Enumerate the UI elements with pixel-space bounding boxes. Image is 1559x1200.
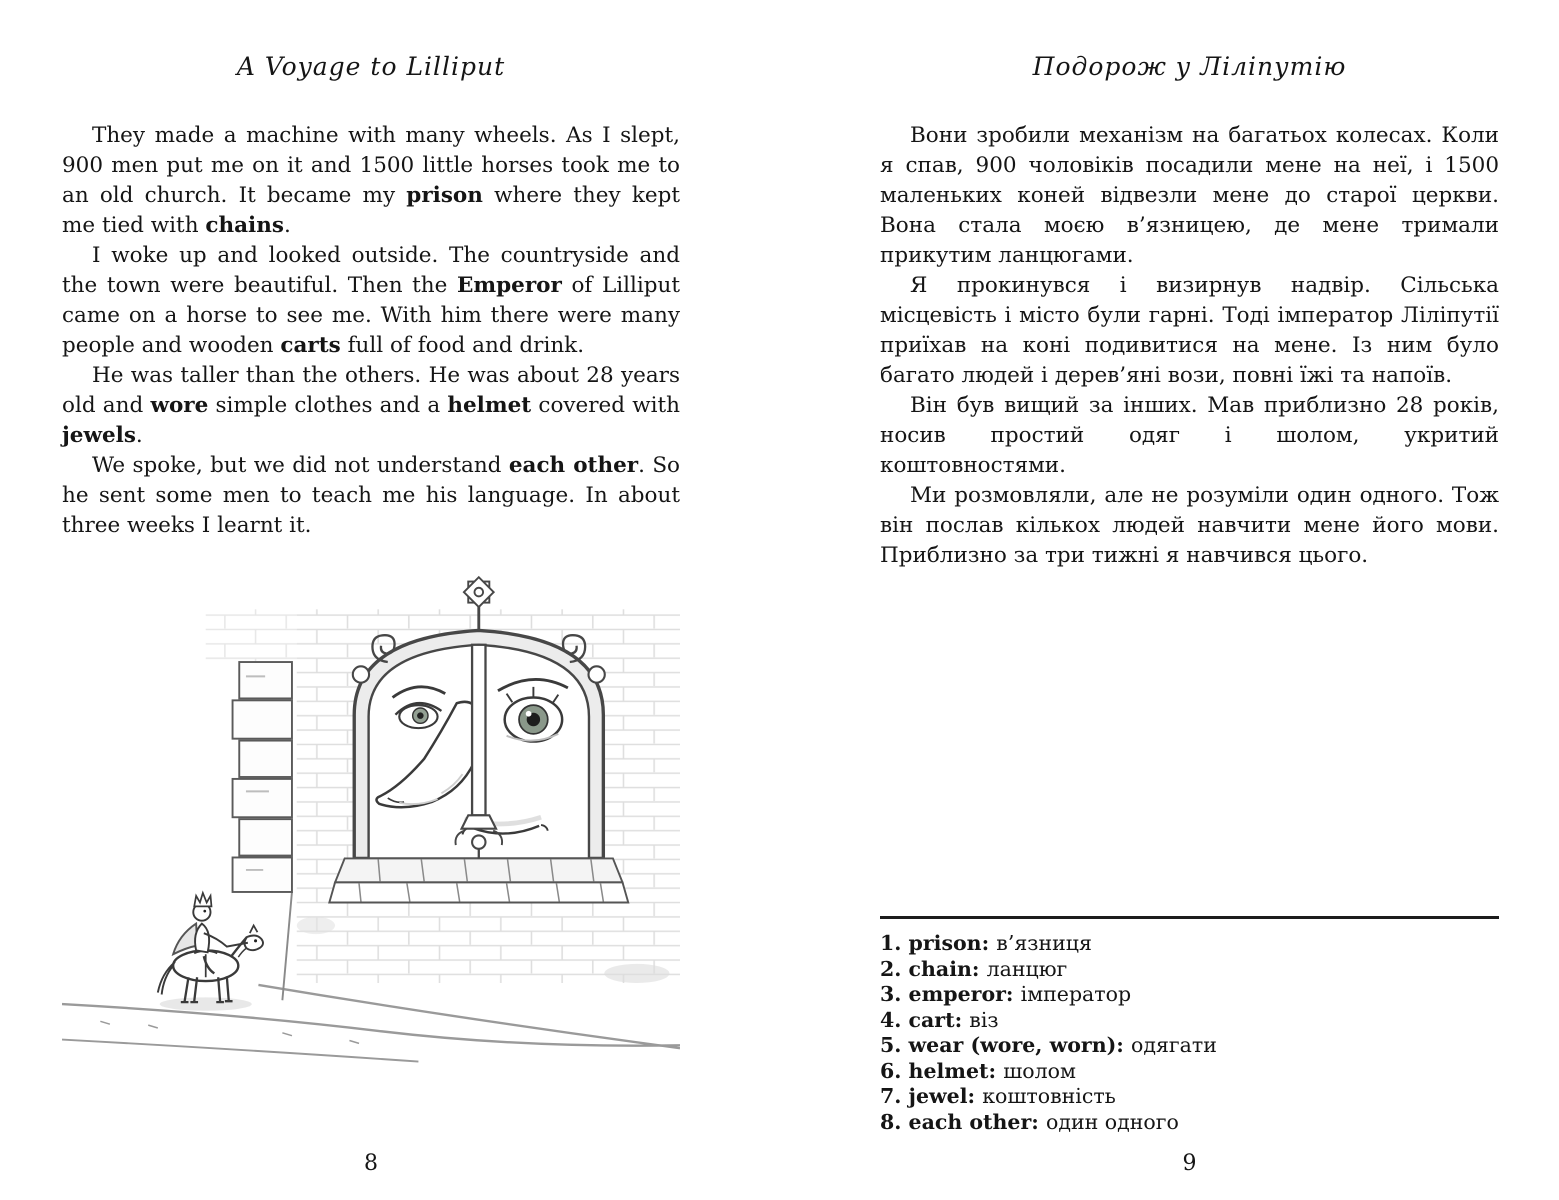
right-ball-ornament <box>588 666 604 682</box>
stone-pillar <box>233 662 292 892</box>
ukrainian-text <box>880 121 1499 571</box>
left-page-header: A Voyage to Lilliput <box>236 52 506 81</box>
paragraph: He was taller than the others. He was about 28 years old and wore simple clothes and a helmet covered with jewels. <box>62 363 681 448</box>
vocab-item: 3. emperor: імператор <box>880 982 1132 1006</box>
vocab-item: 7. jewel: коштовність <box>880 1084 1116 1108</box>
right-page-number: 9 <box>1182 1151 1197 1176</box>
vocab-item: 1. prison: в’язниця <box>880 931 1092 955</box>
paragraph: Ми розмовляли, але не розуміли один одного. Тож він послав кількох людей навчити мене його мови. Приблизно за три тижні я навчився цього. <box>880 483 1499 568</box>
giant-window-illustration <box>62 571 680 1064</box>
paragraph: Вони зробили механізм на багатьох колесах. Коли я спав, 900 чоловіків посадили мене на неї, і 1500 маленьких коней відвезли мене до старої церкви. Вона стала моєю в’язницею, де мене тримали прикутим ланцюгами. <box>880 123 1499 268</box>
illustration <box>62 571 680 1064</box>
paragraph: Він був вищий за інших. Мав приблизно 28 років, носив простий одяг і шолом, укритий коштовностями. <box>880 393 1499 478</box>
paragraph: We spoke, but we did not understand each other. So he sent some men to teach me his language. In about three weeks I learnt it. <box>62 453 680 538</box>
english-text <box>62 121 680 541</box>
paragraph: They made a machine with many wheels. As I slept, 900 men put me on it and 1500 little horses took me to an old church. It became my prison where they kept me tied with chains. <box>62 123 680 238</box>
vocab-item: 8. each other: один одного <box>880 1109 1179 1134</box>
vocab-item: 6. helmet: шолом <box>880 1058 1076 1083</box>
vocab-item: 2. chain: ланцюг <box>880 956 1068 981</box>
horse-tail <box>158 962 175 995</box>
star-finial <box>464 577 494 607</box>
vocab-item: 4. cart: віз <box>880 1007 999 1032</box>
rider-crown <box>194 893 211 906</box>
vocabulary-list <box>880 931 1499 1135</box>
vocab-divider <box>880 916 1499 919</box>
vocab-item: 5. wear (wore, worn): одягати <box>880 1033 1217 1057</box>
road-path <box>62 997 680 1061</box>
right-page-header: Подорож у Ліліпутію <box>1032 52 1347 81</box>
horse-and-rider <box>158 893 263 1002</box>
left-page-number: 8 <box>364 1151 378 1176</box>
paragraph: I woke up and looked outside. The countryside and the town were beautiful. Then the Emperor of Lilliput came on a horse to see me. With him there were many people and wooden carts full of food and drink. <box>62 243 680 358</box>
page-right <box>780 0 1559 1200</box>
paragraph: Я прокинувся і визирнув надвір. Сільська місцевість і місто були гарні. Тоді імператор Ліліпутії приїхав на коні подивитися на мене. Із ним було багато людей і дерев’яні вози, повні їжі та напоїв. <box>880 273 1499 388</box>
vocabulary-section <box>880 916 1499 1135</box>
left-ball-ornament <box>353 666 369 682</box>
